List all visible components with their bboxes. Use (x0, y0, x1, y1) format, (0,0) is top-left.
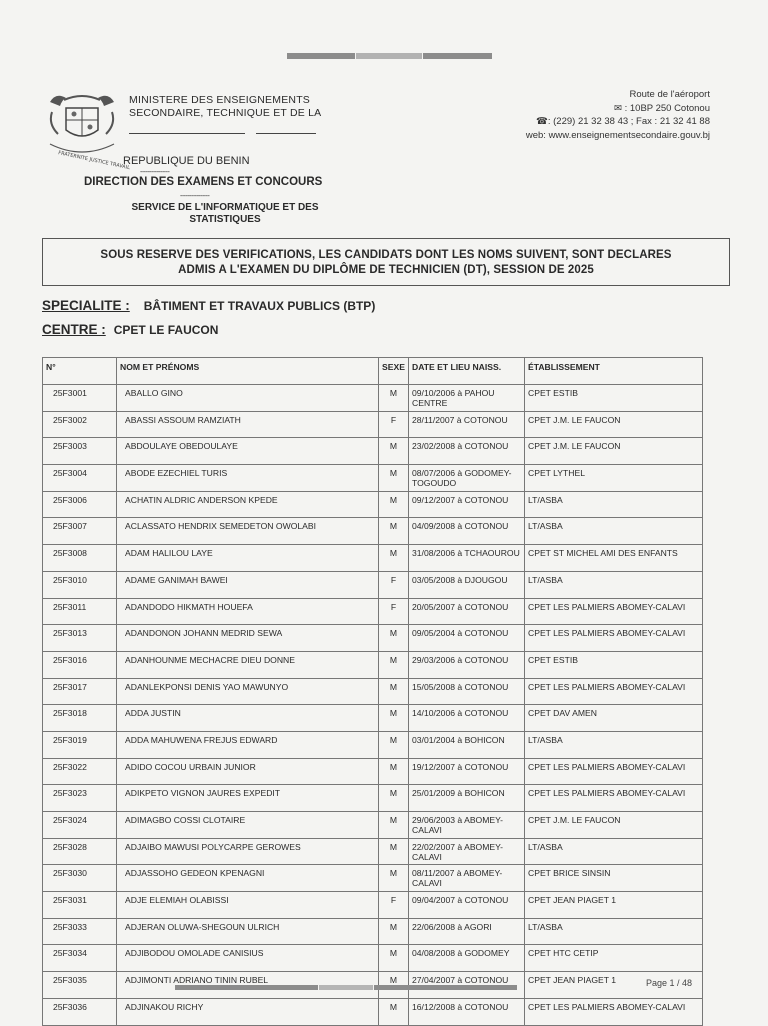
candidate-number: 25F3018 (43, 705, 117, 732)
candidate-etablissement: LT/ASBA (525, 838, 703, 865)
table-row (43, 998, 703, 1025)
website: web: www.enseignementsecondaire.gouv.bj (525, 129, 710, 141)
candidate-name: ACLASSATO HENDRIX SEMEDETON OWOLABI (117, 518, 379, 545)
candidate-sexe: F (379, 598, 409, 625)
candidate-sexe: M (379, 812, 409, 839)
candidate-number: 25F3030 (43, 865, 117, 892)
candidate-birth: 28/11/2007 à COTONOU (409, 411, 525, 438)
candidate-birth: 29/06/2003 à ABOMEY-CALAVI (409, 812, 525, 839)
specialite-value: BÂTIMENT ET TRAVAUX PUBLICS (BTP) (143, 299, 376, 313)
candidate-birth: 16/12/2008 à COTONOU (409, 998, 525, 1025)
postal: : 10BP 250 Cotonou (624, 102, 710, 114)
candidate-sexe: M (379, 705, 409, 732)
candidate-number: 25F3022 (43, 758, 117, 785)
phone-line (526, 115, 710, 129)
candidate-etablissement: CPET ST MICHEL AMI DES ENFANTS (525, 545, 703, 572)
table-row (43, 411, 703, 438)
candidate-sexe: M (379, 678, 409, 705)
bottom-bar-left (175, 985, 318, 990)
candidate-sexe: F (379, 411, 409, 438)
candidate-name: ADJIMONTI ADRIANO TININ RUBEL (117, 972, 379, 999)
candidate-number: 25F3001 (43, 385, 117, 412)
candidate-name: ABODE EZECHIEL TURIS (117, 465, 379, 492)
service-name (110, 202, 340, 226)
candidate-name: ADAME GANIMAH BAWEI (117, 571, 379, 598)
candidate-etablissement: LT/ASBA (525, 918, 703, 945)
phone: : (229) 21 32 38 43 ; Fax : 21 32 41 88 (547, 116, 710, 127)
candidate-etablissement: CPET DAV AMEN (525, 705, 703, 732)
candidate-birth: 27/04/2007 à COTONOU (409, 972, 525, 999)
candidate-etablissement: LT/ASBA (525, 518, 703, 545)
table-row (43, 678, 703, 705)
candidate-name: ADDA JUSTIN (117, 705, 379, 732)
candidate-number: 25F3028 (43, 838, 117, 865)
table-row (43, 571, 703, 598)
candidate-sexe: M (379, 972, 409, 999)
candidate-birth: 04/08/2008 à GODOMEY (409, 945, 525, 972)
candidate-etablissement: CPET JEAN PIAGET 1 (525, 972, 703, 999)
table-row (43, 838, 703, 865)
specialite-label: SPECIALITE : (42, 298, 130, 313)
candidate-number: 25F3024 (43, 812, 117, 839)
candidate-number: 25F3010 (43, 571, 117, 598)
candidate-birth: 31/08/2006 à TCHAOUROU (409, 545, 525, 572)
candidate-name: ADJINAKOU RICHY (117, 998, 379, 1025)
candidate-name: ADJASSOHO GEDEON KPENAGNI (117, 865, 379, 892)
candidate-etablissement: CPET LES PALMIERS ABOMEY-CALAVI (525, 678, 703, 705)
candidate-birth: 19/12/2007 à COTONOU (409, 758, 525, 785)
contact-block (526, 88, 710, 142)
table-body (43, 385, 703, 1026)
candidate-sexe: M (379, 918, 409, 945)
bottom-bar-right (374, 985, 517, 990)
republic-name: REPUBLIQUE DU BENIN (123, 155, 250, 167)
candidate-name: ADJE ELEMIAH OLABISSI (117, 892, 379, 919)
postal-line (526, 102, 710, 116)
candidate-birth: 15/05/2008 à COTONOU (409, 678, 525, 705)
candidate-etablissement: CPET LES PALMIERS ABOMEY-CALAVI (525, 785, 703, 812)
candidate-sexe: F (379, 892, 409, 919)
service-separator: ---------------- (180, 193, 210, 200)
table-row (43, 545, 703, 572)
ministry-name (129, 94, 321, 120)
candidate-name: ADIKPETO VIGNON JAURES EXPEDIT (117, 785, 379, 812)
candidate-number: 25F3017 (43, 678, 117, 705)
table-row (43, 438, 703, 465)
candidate-etablissement: CPET LES PALMIERS ABOMEY-CALAVI (525, 758, 703, 785)
candidate-sexe: M (379, 491, 409, 518)
table-row (43, 865, 703, 892)
table-row (43, 918, 703, 945)
candidate-name: ADJAIBO MAWUSI POLYCARPE GEROWES (117, 838, 379, 865)
candidate-birth: 09/05/2004 à COTONOU (409, 625, 525, 652)
candidate-birth: 25/01/2009 à BOHICON (409, 785, 525, 812)
table-header-row (43, 358, 703, 385)
republic-separator: ---------------- (140, 169, 170, 176)
table-row (43, 945, 703, 972)
candidate-sexe: M (379, 438, 409, 465)
table-row (43, 465, 703, 492)
candidate-birth: 04/09/2008 à COTONOU (409, 518, 525, 545)
table-row (43, 598, 703, 625)
candidate-name: ABDOULAYE OBEDOULAYE (117, 438, 379, 465)
candidate-birth: 08/11/2007 à ABOMEY-CALAVI (409, 865, 525, 892)
header-birth: DATE ET LIEU NAISS. (409, 358, 525, 385)
candidate-sexe: M (379, 465, 409, 492)
page-number: Page 1 / 48 (645, 978, 692, 988)
candidate-birth: 14/10/2006 à COTONOU (409, 705, 525, 732)
table-row (43, 385, 703, 412)
candidate-etablissement: CPET J.M. LE FAUCON (525, 438, 703, 465)
candidate-sexe: M (379, 731, 409, 758)
notice-line-2: ADMIS A L'EXAMEN DU DIPLÔME DE TECHNICIEN (DT), SESSION DE 2025 (178, 264, 594, 276)
coat-of-arms-emblem (42, 90, 131, 172)
candidate-sexe: M (379, 651, 409, 678)
table-row (43, 625, 703, 652)
candidate-birth: 09/12/2007 à COTONOU (409, 491, 525, 518)
candidate-birth: 09/10/2006 à PAHOU CENTRE (409, 385, 525, 412)
candidate-etablissement: CPET J.M. LE FAUCON (525, 411, 703, 438)
candidate-name: ADANDONON JOHANN MEDRID SEWA (117, 625, 379, 652)
candidate-etablissement: CPET ESTIB (525, 385, 703, 412)
candidate-name: ADANHOUNME MECHACRE DIEU DONNE (117, 651, 379, 678)
top-bar-mid (356, 53, 422, 59)
candidate-name: ACHATIN ALDRIC ANDERSON KPEDE (117, 491, 379, 518)
candidate-name: ADDA MAHUWENA FREJUS EDWARD (117, 731, 379, 758)
ministry-line-2: SECONDAIRE, TECHNIQUE ET DE LA (129, 107, 322, 119)
candidate-sexe: M (379, 945, 409, 972)
centre (42, 322, 218, 337)
candidate-etablissement: LT/ASBA (525, 491, 703, 518)
candidate-birth: 08/07/2006 à GODOMEY-TOGOUDO (409, 465, 525, 492)
ministry-rule-short (256, 133, 316, 134)
header-sexe: SEXE (379, 358, 409, 385)
mail-icon: ✉ (613, 102, 622, 114)
table-row (43, 812, 703, 839)
candidate-etablissement: CPET LYTHEL (525, 465, 703, 492)
direction-name: DIRECTION DES EXAMENS ET CONCOURS (84, 176, 323, 188)
candidate-birth: 23/02/2008 à COTONOU (409, 438, 525, 465)
candidate-sexe: M (379, 998, 409, 1025)
notice-line-1: SOUS RESERVE DES VERIFICATIONS, LES CANDIDATS DONT LES NOMS SUIVENT, SONT DECLARES (100, 249, 672, 261)
candidate-name: ADANLEKPONSI DENIS YAO MAWUNYO (117, 678, 379, 705)
candidate-sexe: M (379, 625, 409, 652)
table-row (43, 758, 703, 785)
candidate-name: ADAM HALILOU LAYE (117, 545, 379, 572)
candidate-number: 25F3003 (43, 438, 117, 465)
bottom-bar-mid (319, 985, 373, 990)
candidate-sexe: M (379, 838, 409, 865)
phone-icon: ☎ (536, 116, 548, 127)
candidate-birth: 29/03/2006 à COTONOU (409, 651, 525, 678)
specialite (42, 298, 375, 313)
candidate-number: 25F3033 (43, 918, 117, 945)
header-etab: ÉTABLISSEMENT (525, 358, 703, 385)
candidate-etablissement: LT/ASBA (525, 731, 703, 758)
candidate-number: 25F3011 (43, 598, 117, 625)
candidate-number: 25F3034 (43, 945, 117, 972)
candidate-number: 25F3035 (43, 972, 117, 999)
candidate-birth: 03/01/2004 à BOHICON (409, 731, 525, 758)
centre-value: CPET LE FAUCON (113, 323, 219, 337)
candidate-sexe: M (379, 545, 409, 572)
top-bar-right (423, 53, 492, 59)
svg-text:FRATERNITE JUSTICE TRAVAIL: FRATERNITE JUSTICE TRAVAIL (57, 150, 131, 172)
candidate-number: 25F3013 (43, 625, 117, 652)
candidate-birth: 22/02/2007 à ABOMEY-CALAVI (409, 838, 525, 865)
candidate-name: ADIDO COCOU URBAIN JUNIOR (117, 758, 379, 785)
candidate-name: ADIMAGBO COSSI CLOTAIRE (117, 812, 379, 839)
ministry-line-1: MINISTERE DES ENSEIGNEMENTS (129, 94, 311, 106)
candidate-number: 25F3023 (43, 785, 117, 812)
candidate-number: 25F3016 (43, 651, 117, 678)
notice-box (42, 238, 730, 286)
candidate-number: 25F3031 (43, 892, 117, 919)
candidate-birth: 09/04/2007 à COTONOU (409, 892, 525, 919)
candidate-number: 25F3019 (43, 731, 117, 758)
candidate-number: 25F3006 (43, 491, 117, 518)
table-row (43, 892, 703, 919)
candidate-etablissement: CPET HTC CETIP (525, 945, 703, 972)
candidate-etablissement: CPET LES PALMIERS ABOMEY-CALAVI (525, 625, 703, 652)
candidate-birth: 03/05/2008 à DJOUGOU (409, 571, 525, 598)
candidate-number: 25F3004 (43, 465, 117, 492)
candidate-number: 25F3002 (43, 411, 117, 438)
candidate-sexe: M (379, 758, 409, 785)
candidate-etablissement: LT/ASBA (525, 571, 703, 598)
candidate-sexe: F (379, 571, 409, 598)
table-row (43, 785, 703, 812)
ministry-rule (129, 133, 245, 134)
candidate-etablissement: CPET ESTIB (525, 651, 703, 678)
candidate-sexe: M (379, 518, 409, 545)
results-table (42, 357, 703, 1026)
candidate-name: ABALLO GINO (117, 385, 379, 412)
candidate-etablissement: CPET LES PALMIERS ABOMEY-CALAVI (525, 598, 703, 625)
candidate-birth: 20/05/2007 à COTONOU (409, 598, 525, 625)
centre-label: CENTRE : (42, 322, 106, 337)
service-line-2: STATISTIQUES (189, 214, 261, 225)
candidate-number: 25F3036 (43, 998, 117, 1025)
address: Route de l'aéroport (629, 89, 710, 100)
candidate-name: ADJERAN OLUWA-SHEGOUN ULRICH (117, 918, 379, 945)
candidate-etablissement: CPET LES PALMIERS ABOMEY-CALAVI (525, 998, 703, 1025)
header-name: NOM ET PRÉNOMS (117, 358, 379, 385)
candidate-birth: 22/06/2008 à AGORI (409, 918, 525, 945)
table-row (43, 651, 703, 678)
candidate-etablissement: CPET JEAN PIAGET 1 (525, 892, 703, 919)
table-row (43, 518, 703, 545)
table-row (43, 491, 703, 518)
candidate-name: ADJIBODOU OMOLADE CANISIUS (117, 945, 379, 972)
table-row (43, 731, 703, 758)
candidate-name: ABASSI ASSOUM RAMZIATH (117, 411, 379, 438)
header-num: N° (43, 358, 117, 385)
candidate-sexe: M (379, 785, 409, 812)
candidate-sexe: M (379, 865, 409, 892)
candidate-name: ADANDODO HIKMATH HOUEFA (117, 598, 379, 625)
candidate-number: 25F3008 (43, 545, 117, 572)
candidate-etablissement: CPET BRICE SINSIN (525, 865, 703, 892)
top-bar-left (287, 53, 355, 59)
candidate-number: 25F3007 (43, 518, 117, 545)
candidate-etablissement: CPET J.M. LE FAUCON (525, 812, 703, 839)
candidate-sexe: M (379, 385, 409, 412)
service-line-1: SERVICE DE L'INFORMATIQUE ET DES (131, 202, 319, 213)
table-row (43, 705, 703, 732)
